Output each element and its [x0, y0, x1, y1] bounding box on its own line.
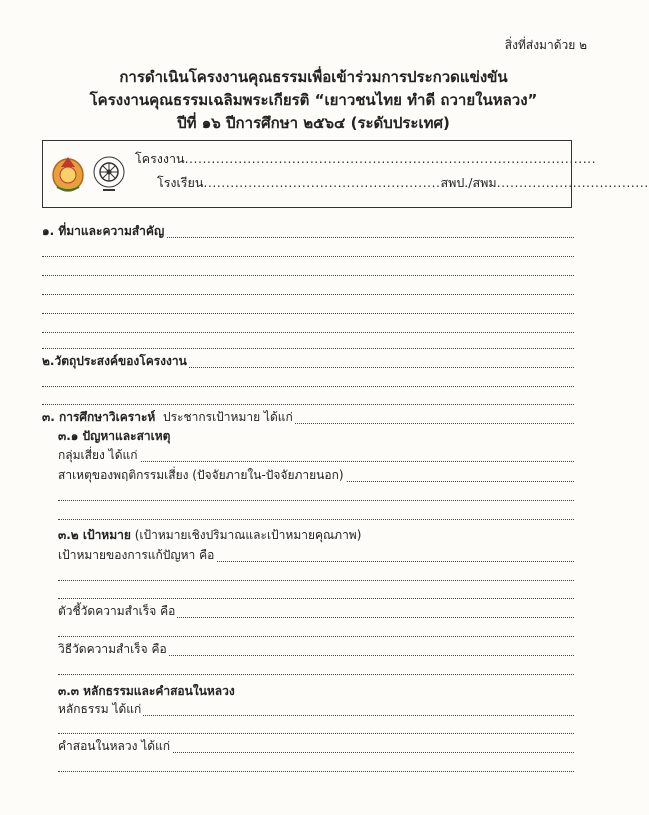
dharma-label: หลักธรรม ได้แก่: [58, 700, 143, 719]
school-name-field[interactable]: .....................................................: [203, 175, 441, 190]
dharma-fill-line-2[interactable]: [58, 733, 574, 734]
goal-label: เป้าหมายของการแก้ปัญหา คือ: [58, 546, 216, 565]
teaching-label: คำสอนในหลวง ได้แก่: [58, 737, 172, 756]
s1-fill-line-7[interactable]: [42, 348, 574, 349]
obec-logo-icon: [51, 153, 85, 193]
dharma-wheel-logo-icon: [91, 153, 127, 193]
project-name-row: [135, 149, 596, 169]
office-label: สพป./สพม: [440, 175, 497, 190]
section-3-2-subtitle: (เป้าหมายเชิงปริมาณและเป้าหมายคุณภาพ): [134, 528, 362, 542]
s1-fill-line-2[interactable]: [42, 256, 574, 257]
section-3-heading: [42, 408, 295, 427]
method-label: วิธีวัดความสำเร็จ คือ: [58, 640, 169, 659]
section-2-heading: ๒.วัตถุประสงค์ของโครงงาน: [42, 352, 189, 371]
project-name-field[interactable]: ............................................................................................: [184, 151, 597, 166]
school-row: [157, 173, 649, 193]
risk-group-label: กลุ่มเสี่ยง ได้แก่: [58, 446, 140, 465]
cause-label: สาเหตุของพฤติกรรมเสี่ยง (ปัจจัยภายใน-ปัจจัยภายนอก): [58, 466, 346, 485]
section-3-2-heading: [58, 526, 363, 545]
section-3-1-heading: ๓.๑ ปัญหาและสาเหตุ: [58, 427, 172, 446]
section-3-subtitle: ประชากรเป้าหมาย ได้แก่: [162, 410, 293, 424]
s1-fill-line-3[interactable]: [42, 275, 574, 276]
school-label: โรงเรียน: [157, 175, 204, 190]
s2-fill-line-3[interactable]: [42, 404, 574, 405]
s2-fill-line-2[interactable]: [42, 386, 574, 387]
attachment-note: สิ่งที่ส่งมาด้วย ๒: [504, 38, 587, 52]
goal-fill-line-2[interactable]: [58, 580, 574, 581]
title-line-1: การดำเนินโครงงานคุณธรรมเพื่อเข้าร่วมการประกวดแข่งขัน: [119, 68, 508, 86]
indicator-fill-line-2[interactable]: [58, 636, 574, 637]
office-field[interactable]: ..................................: [496, 175, 649, 190]
method-fill-line-2[interactable]: [58, 674, 574, 675]
document-title: [0, 66, 627, 135]
indicator-label: ตัวชี้วัดความสำเร็จ คือ: [58, 602, 177, 621]
title-line-3: ปีที่ ๑๖ ปีการศึกษา ๒๕๖๔ (ระดับประเทศ): [177, 114, 450, 132]
project-info-box: [42, 140, 649, 208]
goal-fill-line-3[interactable]: [58, 598, 574, 599]
cause-fill-line-3[interactable]: [58, 519, 574, 520]
cause-fill-line-2[interactable]: [58, 500, 574, 501]
teaching-fill-line-2[interactable]: [58, 771, 574, 772]
s1-fill-line-4[interactable]: [42, 294, 574, 295]
title-line-2: โครงงานคุณธรรมเฉลิมพระเกียรติ “เยาวชนไทย ทำดี ถวายในหลวง”: [89, 91, 538, 109]
section-3-title: ๓. การศึกษาวิเคราะห์: [42, 410, 156, 424]
section-3-3-heading: ๓.๓ หลักธรรมและคำสอนในหลวง: [58, 682, 237, 701]
s1-fill-line-5[interactable]: [42, 313, 574, 314]
section-3-2-title: ๓.๒ เป้าหมาย: [58, 528, 131, 542]
project-label: โครงงาน: [135, 151, 185, 166]
section-1-heading: ๑. ที่มาและความสำคัญ: [42, 222, 166, 241]
s1-fill-line-6[interactable]: [42, 332, 574, 333]
